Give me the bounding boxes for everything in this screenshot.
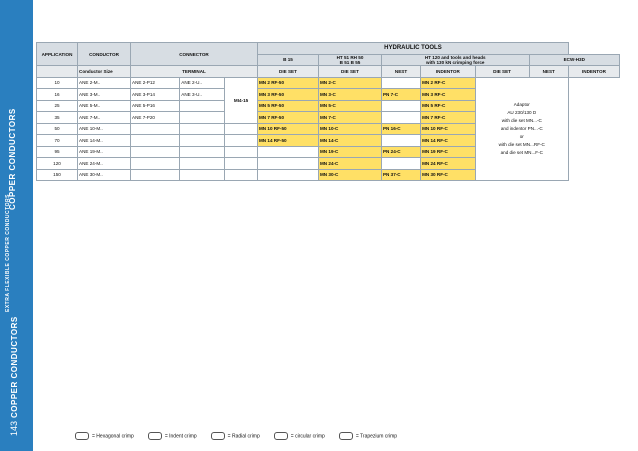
terminal-subheader: TERMINAL — [131, 66, 258, 78]
section-label-top: COPPER CONDUCTORS — [8, 108, 17, 210]
ht51-die-cell: MN 5 RF-50 — [257, 100, 318, 112]
terminal-cell — [180, 169, 225, 181]
terminal-cell: ANE 2-M.. — [78, 77, 131, 89]
indentor-cell — [381, 112, 420, 124]
indentor-cell: PN 24-C — [381, 146, 420, 158]
b15-empty-cell — [225, 123, 258, 135]
size-cell: 16 — [37, 89, 78, 101]
terminal-cell: ANE 5-P16 — [131, 100, 180, 112]
size-cell: 25 — [37, 100, 78, 112]
terminal-cell: ANE 30-M.. — [78, 169, 131, 181]
terminal-cell: ANE 3-U.. — [180, 89, 225, 101]
indentor-subheader: INDENTOR — [421, 66, 476, 78]
b15-empty-cell — [225, 169, 258, 181]
ht120-die-cell: MN 24 RF-C — [421, 158, 476, 170]
ht51-die-cell: MN 7 RF-50 — [257, 112, 318, 124]
size-cell: 10 — [37, 77, 78, 89]
legend-trapezium-label: = Trapezium crimp — [355, 433, 398, 440]
legend-indent-label: = Indent crimp — [164, 433, 197, 440]
ht120-die-cell: MN 3 RF-C — [421, 89, 476, 101]
ecw-note-line: and die set MN...F-C — [500, 150, 543, 156]
terminal-cell: ANE 2-P12 — [131, 77, 180, 89]
section-label-mid: EXTRA FLEXIBLE COPPER CONDUCTORS — [5, 194, 11, 312]
legend-hex — [75, 432, 134, 440]
nest-subheader: NEST — [381, 66, 420, 78]
ht120-dieset-subheader: DIE SET — [475, 66, 529, 78]
spec-table — [36, 42, 620, 181]
nest-cell: MN 19-C — [318, 146, 381, 158]
ht51-die-cell: MN 10 RF-50 — [257, 123, 318, 135]
ht51-die-cell — [257, 146, 318, 158]
b51-header: B 51 B 55 — [339, 59, 361, 65]
indentor-cell — [381, 77, 420, 89]
side-bar — [0, 0, 33, 451]
legend-hex-label: = Hexagonal crimp — [92, 433, 134, 440]
ht51-die-cell: MN 14 RF-50 — [257, 135, 318, 147]
indentor-cell — [381, 135, 420, 147]
size-cell: 70 — [37, 135, 78, 147]
ecw-note — [475, 77, 568, 181]
nest-cell: MN 7-C — [318, 112, 381, 124]
b15-header: B 15 — [257, 54, 318, 66]
terminal-cell: ANE 3-M.. — [78, 89, 131, 101]
legend-circular-label: = circular crimp — [290, 433, 325, 440]
terminal-cell — [180, 135, 225, 147]
table-row — [37, 77, 620, 89]
size-cell: 35 — [37, 112, 78, 124]
ht120-header-2: with 130 kN crimping force — [426, 59, 485, 65]
ht120-die-cell: MN 7 RF-C — [421, 112, 476, 124]
indentor-cell: PN 16-C — [381, 123, 420, 135]
terminal-cell — [180, 112, 225, 124]
ht120-die-cell: MN 10 RF-C — [421, 123, 476, 135]
b15-die-cell: MI4-15 — [225, 77, 258, 123]
terminal-cell: ANE 7-P20 — [131, 112, 180, 124]
legend-trapezium — [339, 432, 397, 440]
b15-empty-cell — [225, 135, 258, 147]
terminal-cell — [180, 100, 225, 112]
ht120-header: HT 120 and tools and heads — [424, 54, 486, 60]
ecw-header: ECW-H3D — [529, 54, 620, 66]
terminal-cell — [131, 146, 180, 158]
ecw-note-line: Adaptor — [513, 102, 530, 108]
app-cell-1 — [37, 66, 78, 78]
legend — [75, 432, 397, 440]
ht51-die-cell: MN 3 RF-50 — [257, 89, 318, 101]
nest-cell: MN 5-C — [318, 100, 381, 112]
connector-header: CONNECTOR — [131, 43, 258, 66]
hydraulic-tools-header: HYDRAULIC TOOLS — [257, 43, 568, 55]
terminal-cell: ANE 3-P14 — [131, 89, 180, 101]
b15-empty-cell — [225, 146, 258, 158]
terminal-cell — [131, 123, 180, 135]
ht120-die-cell: MN 19 RF-C — [421, 146, 476, 158]
terminal-cell — [131, 158, 180, 170]
nest-cell: MN 3-C — [318, 89, 381, 101]
legend-radial-label: = Radial crimp — [227, 433, 260, 440]
terminal-cell: ANE 5-M.. — [78, 100, 131, 112]
indentor-cell — [381, 100, 420, 112]
terminal-cell: ANE 2-U.. — [180, 77, 225, 89]
terminal-cell: ANE 10-M.. — [78, 123, 131, 135]
ecw-note-line: with die set MN...-C — [501, 118, 542, 124]
terminal-cell: ANE 24-M.. — [78, 158, 131, 170]
terminal-cell: ANE 14-M.. — [78, 135, 131, 147]
terminal-cell: ANE 7-M.. — [78, 112, 131, 124]
ecw-note-line: AU 230/130 D — [507, 110, 537, 116]
ecw-note-line: or — [519, 134, 524, 140]
b15-empty-cell — [225, 158, 258, 170]
indentor-cell: PN 7-C — [381, 89, 420, 101]
ht51-die-cell: MN 2 RF-50 — [257, 77, 318, 89]
indentor-cell: PN 37-C — [381, 169, 420, 181]
ht120-die-cell: MN 30 RF-C — [421, 169, 476, 181]
nest-cell: MN 2-C — [318, 77, 381, 89]
ht51-die-cell — [257, 158, 318, 170]
nest-cell: MN 10-C — [318, 123, 381, 135]
terminal-cell — [180, 123, 225, 135]
terminal-cell — [180, 146, 225, 158]
ht51-die-cell — [257, 169, 318, 181]
terminal-cell — [131, 169, 180, 181]
ecw-note-line: and indentor PN...-C — [500, 126, 543, 132]
page-number: 143 — [9, 420, 19, 436]
terminal-cell — [180, 158, 225, 170]
legend-circular — [274, 432, 325, 440]
legend-indent — [148, 432, 197, 440]
nest-cell: MN 30-C — [318, 169, 381, 181]
size-cell: 150 — [37, 169, 78, 181]
nest-cell: MN 14-C — [318, 135, 381, 147]
terminal-cell: ANE 19-M.. — [78, 146, 131, 158]
legend-radial — [211, 432, 260, 440]
ecw-note-line: with die set MN...RF-C — [498, 142, 545, 148]
indentor-cell — [381, 158, 420, 170]
size-cell: 95 — [37, 146, 78, 158]
b15-dieset-subheader: DIE SET — [257, 66, 318, 78]
nest-cell: MN 24-C — [318, 158, 381, 170]
conductor-size-label: Conductor Size — [79, 68, 113, 74]
size-cell: 50 — [37, 123, 78, 135]
section-label-bottom: COPPER CONDUCTORS — [10, 316, 19, 418]
ht120-die-cell: MN 5 RF-C — [421, 100, 476, 112]
conductor-header: CONDUCTOR — [78, 43, 131, 66]
ht51-dieset-subheader: DIE SET — [318, 66, 381, 78]
application-header: APPLICATION — [37, 43, 78, 66]
ecw-nest-subheader: NEST — [529, 66, 568, 78]
size-cell: 120 — [37, 158, 78, 170]
ht51-header: HT 51 RH 50 — [336, 54, 364, 60]
terminal-cell — [131, 135, 180, 147]
ht120-die-cell: MN 2 RF-C — [421, 77, 476, 89]
ht120-die-cell: MN 14 RF-C — [421, 135, 476, 147]
ecw-indentor-subheader: INDENTOR — [568, 66, 619, 78]
